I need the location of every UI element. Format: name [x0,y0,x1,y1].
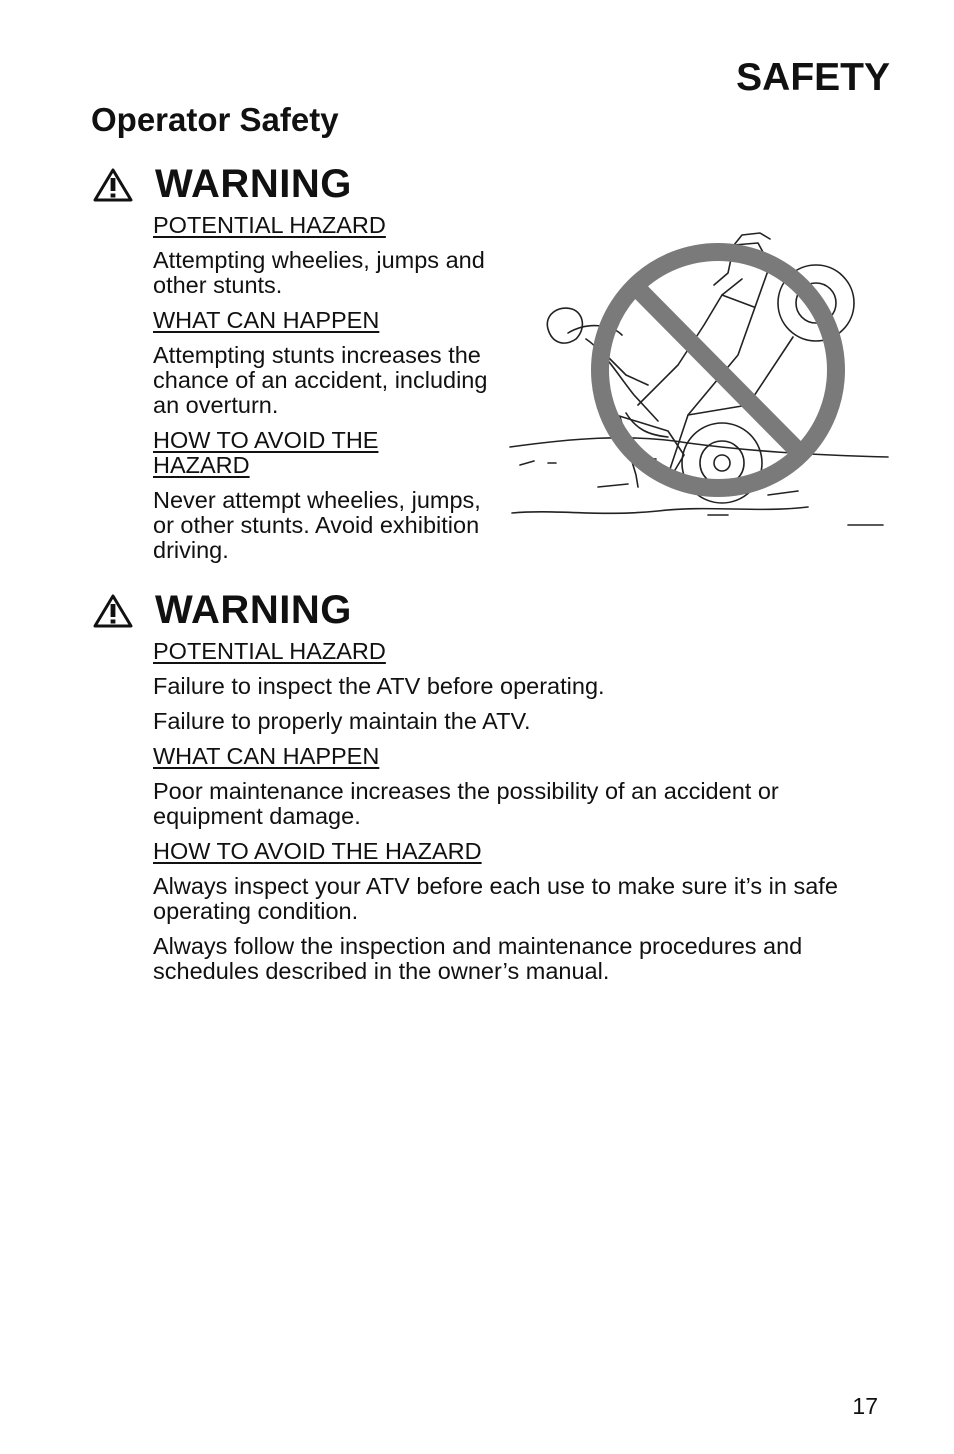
hazard-text: Failure to properly maintain the ATV. [153,708,531,734]
warning-body-2 [153,639,873,984]
avoid-text: Always follow the inspection and maintenance procedures and schedules described in the owner’s manual. [153,933,803,984]
happen-text: Attempting stunts increases the chance of an accident, including an overturn. [153,342,488,418]
happen-heading: WHAT CAN HAPPEN [153,307,380,333]
hazard-heading: POTENTIAL HAZARD [153,212,386,238]
avoid-heading-line1: HOW TO AVOID THE [153,427,379,453]
avoid-heading-line2: HAZARD [153,452,250,478]
hazard-text: Attempting wheelies, jumps and other stunts. [153,247,485,298]
no-wheelie-prohibition-icon [508,225,890,535]
warning-heading-2 [93,588,352,633]
avoid-heading [153,428,493,478]
happen-heading: WHAT CAN HAPPEN [153,743,380,769]
warning-heading-1 [93,162,352,207]
avoid-text: Always inspect your ATV before each use to make sure it’s in safe operating condition. [153,873,838,924]
warning-label: WARNING [155,162,352,206]
warning-body-1 [153,213,493,563]
section-title: SAFETY [736,56,890,99]
page-number: 17 [852,1393,878,1419]
hazard-heading: POTENTIAL HAZARD [153,638,386,664]
avoid-text: Never attempt wheelies, jumps, or other stunts. Avoid exhibition driving. [153,487,481,563]
avoid-heading: HOW TO AVOID THE HAZARD [153,838,482,864]
subsection-title: Operator Safety [91,101,339,138]
happen-text: Poor maintenance increases the possibility of an accident or equipment damage. [153,778,779,829]
warning-triangle-icon [93,168,133,202]
hazard-text: Failure to inspect the ATV before operating. [153,673,605,699]
warning-label: WARNING [155,588,352,632]
warning-triangle-icon [93,594,133,628]
